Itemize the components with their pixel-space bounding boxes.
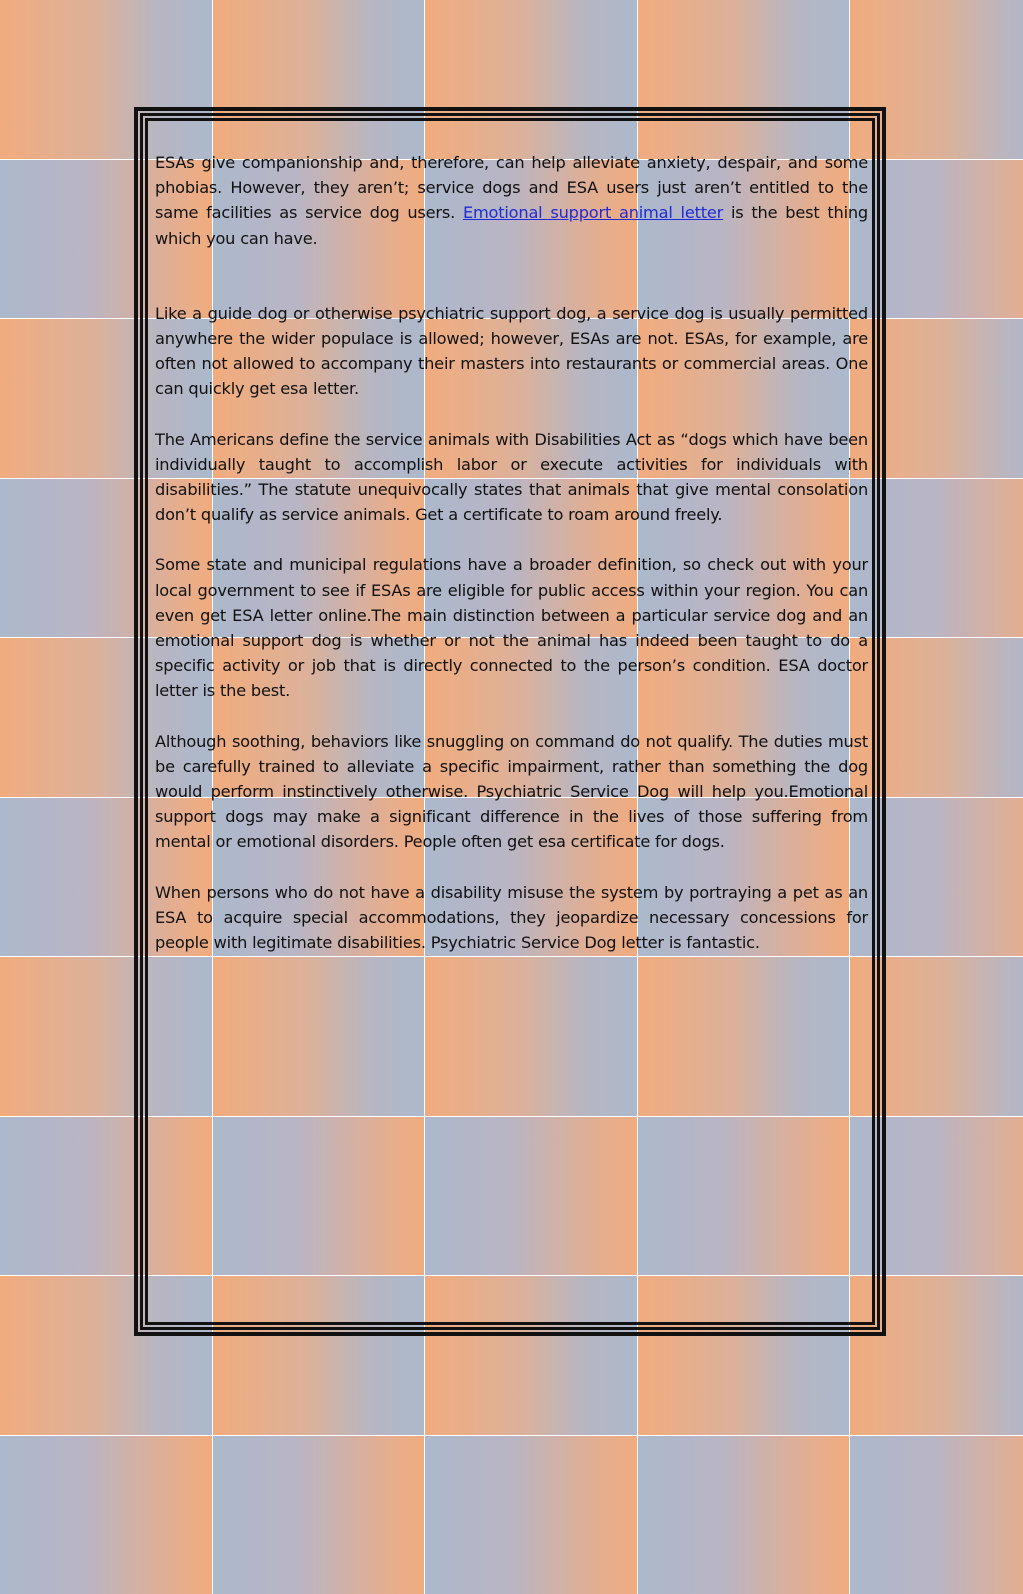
paragraph-6: When persons who do not have a disability misuse the system by portraying a pet as an ESA to acquire special accommodations, they jeopardize necessary concessions for people with legitimate disabilities. Psychiatric Service Dog letter is fantastic. [155, 882, 868, 953]
emotional-support-animal-letter-link[interactable]: Emotional support animal letter [462, 203, 724, 223]
paragraph-3: The Americans define the service animals with Disabilities Act as “dogs which have been individually taught to accomplish labor or execute activities for individuals with disabilities.” The statute unequivocally states that animals that give mental consolation don’t qualify as service animals. Get a certificate to roam around freely. [155, 429, 868, 525]
paragraph-1-text: ESAs give companionship and, therefore, can help alleviate anxiety, despair, and some phobias. However, they aren’t; service dogs and ESA users just aren’t entitled to the same facilities as service dog users. [155, 153, 868, 223]
paragraph-4: Some state and municipal regulations have a broader definition, so check out with your local government to see if ESAs are eligible for public access within your region. You can even get ESA letter online.The main distinction between a particular service dog and an emotional support dog is whether or not the animal has indeed been taught to do a specific activity or job that is directly connected to the person’s condition. ESA doctor letter is the best. [155, 555, 868, 701]
paragraph-1 [155, 150, 868, 251]
paragraph-2: Like a guide dog or otherwise psychiatric support dog, a service dog is usually permitted anywhere the wider populace is allowed; however, ESAs are not. ESAs, for example, are often not allowed to accompany their masters into restaurants or commercial areas. One can quickly get esa letter. [155, 303, 868, 399]
paragraph-5: Although soothing, behaviors like snuggling on command do not qualify. The duties must be carefully trained to alleviate a specific impairment, rather than something the dog would perform instinctively otherwise. Psychiatric Service Dog will help you.Emotional support dogs may make a significant difference in the lives of those suffering from mental or emotional disorders. People often get esa certificate for dogs. [155, 731, 868, 852]
document-body [155, 150, 868, 980]
paragraph-1-tail: is the best thing which you can have. [155, 203, 869, 248]
